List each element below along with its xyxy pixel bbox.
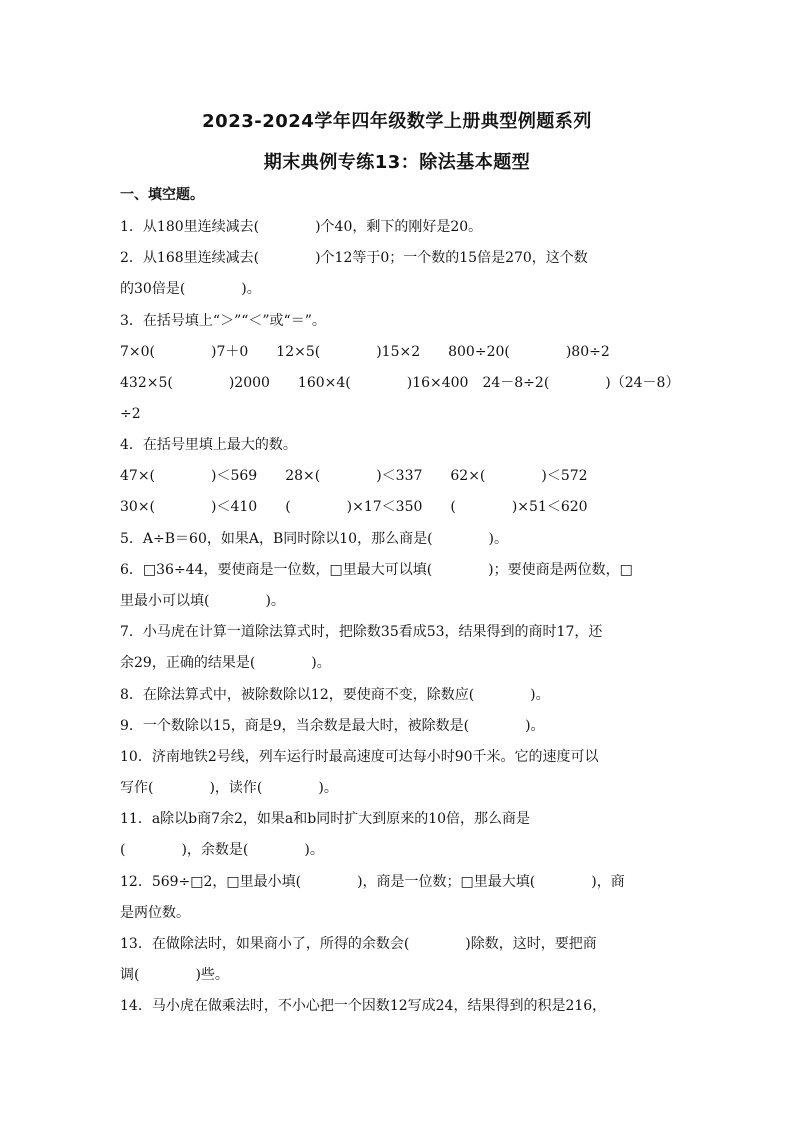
question-line: 里最小可以填( )。 (120, 593, 285, 609)
document-title: 2023-2024学年四年级数学上册典型例题系列 (202, 111, 592, 132)
question-line: 6．□36÷44，要使商是一位数，□里最大可以填( )；要使商是两位数，□ (120, 562, 633, 578)
question-line: ÷2 (120, 406, 141, 422)
question-line: 432×5( )2000 160×4( )16×400 24－8÷2( )（24－8） (120, 375, 680, 391)
question-line: 11．a除以b商7余2，如果a和b同时扩大到原来的10倍，那么商是 (120, 811, 531, 827)
document-subtitle: 期末典例专练13：除法基本题型 (263, 152, 531, 173)
question-line: 10．济南地铁2号线，列车运行时最高速度可达每小时90千米。它的速度可以 (120, 749, 599, 765)
question-line: 3．在括号填上“＞”“＜”或“＝”。 (120, 313, 326, 329)
question-line: 13．在做除法时，如果商小了，所得的余数会( )除数，这时，要把商 (120, 936, 597, 952)
question-line: 14．马小虎在做乘法时，不小心把一个因数12写成24，结果得到的积是216， (120, 998, 607, 1014)
question-line: 2．从168里连续减去( )个12等于0；一个数的15倍是270，这个数 (120, 250, 588, 266)
question-line: 8．在除法算式中，被除数除以12，要使商不变，除数应( )。 (120, 687, 550, 703)
question-line: ( )，余数是( )。 (120, 842, 324, 858)
question-line: 是两位数。 (120, 905, 190, 921)
question-line: 30×( )＜410 ( )×17＜350 ( )×51＜620 (120, 499, 588, 515)
question-line: 7．小马虎在计算一道除法算式时，把除数35看成53，结果得到的商时17，还 (120, 624, 603, 640)
question-line: 9．一个数除以15，商是9，当余数是最大时，被除数是( )。 (120, 718, 545, 734)
question-line: 的30倍是( )。 (120, 281, 261, 297)
section-heading: 一、填空题。 (120, 187, 204, 203)
question-line: 4．在括号里填上最大的数。 (120, 437, 297, 453)
question-line: 12．569÷□2，□里最小填( )，商是一位数；□里最大填( )，商 (120, 874, 625, 890)
question-line: 1．从180里连续减去( )个40，剩下的刚好是20。 (120, 219, 483, 235)
question-line: 47×( )＜569 28×( )＜337 62×( )＜572 (120, 468, 588, 484)
question-line: 余29，正确的结果是( )。 (120, 655, 331, 671)
question-line: 7×0( )7＋0 12×5( )15×2 800÷20( )80÷2 (120, 344, 610, 360)
question-line: 5．A÷B＝60，如果A，B同时除以10，那么商是( )。 (120, 531, 508, 547)
question-line: 写作( )，读作( )。 (120, 780, 338, 796)
question-line: 调( )些。 (120, 967, 229, 983)
